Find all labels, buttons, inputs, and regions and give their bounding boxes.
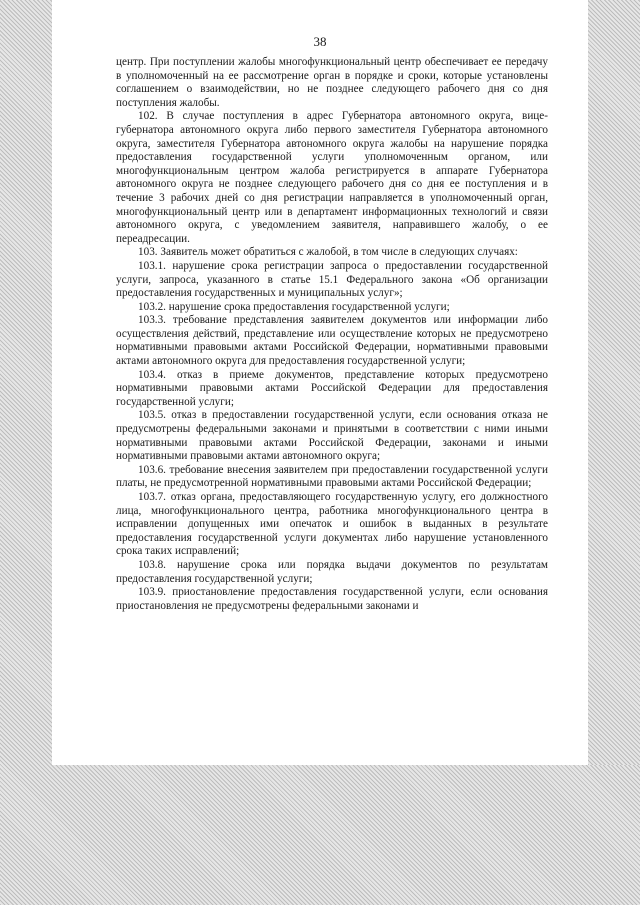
paragraph-103-2: 103.2. нарушение срока предоставления государственной услуги; (138, 300, 450, 313)
paragraph-103-4: 103.4. отказ в приеме документов, представление которых предусмотрено нормативными правовыми актами Российской Федерации для предоставления государственной услуги; (116, 368, 548, 408)
paragraph-continuation: центр. При поступлении жалобы многофункциональный центр обеспечивает ее передачу в уполномоченный на ее рассмотрение орган в порядке и сроки, которые установлены соглашением о взаимодействии, но не позднее следующего рабочего дня со дня поступления жалобы. (116, 56, 548, 109)
paragraph-102: 102. В случае поступления в адрес Губернатора автономного округа, вице-губернатора автономного округа либо первого заместителя Губернатора автономного округа, заместителя Губернатора автономного округа жалобы на нарушение порядка предоставления государственной услуги уполномоченным органом, или многофункциональным центром жалоба регистрируется в аппарате Губернатора автономного округа не позднее следующего рабочего дня со дня ее поступления и в течение 3 рабочих дней со дня регистрации направляется в уполномоченный орган, многофункциональный центр или в департамент информационных технологий и связи автономного округа, с уведомлением заявителя, направившего жалобу, о ее переадресации. (116, 110, 548, 245)
paragraph-103-9: 103.9. приостановление предоставления государственной услуги, если основания приостановления не предусмотрены федеральными законами и (116, 586, 548, 612)
paragraph-103-7: 103.7. отказ органа, предоставляющего государственную услугу, его должностного лица, многофункционального центра, работника многофункционального центра в исправлении допущенных ими опечаток и ошибок в выданных в результате предоставления государственной услуги документах либо нарушение установленного срока таких исправлений; (116, 491, 548, 558)
page-number: 38 (313, 34, 327, 49)
paragraph-103-5: 103.5. отказ в предоставлении государственной услуги, если основания отказа не предусмотрены федеральными законами и принятыми в соответствии с ними иными нормативными правовыми актами Российской Федерации, законами и иными нормативными правовыми актами автономного округа; (116, 409, 548, 463)
paragraph-103: 103. Заявитель может обратиться с жалобой, в том числе в следующих случаях: (138, 246, 518, 259)
page-text (116, 56, 548, 613)
paragraph-103-1: 103.1. нарушение срока регистрации запроса о предоставлении государственной услуги, запроса, указанного в статье 15.1 Федерального закона «Об организации предоставления государственных и муниципальных услуг»; (116, 259, 548, 300)
paragraph-103-3: 103.3. требование представления заявителем документов или информации либо осуществления действий, представление или осуществление которых не предусмотрено нормативными правовыми актами Российской Федерации, нормативными правовыми актами автономного округа для предоставления государственной услуги; (116, 314, 548, 368)
document-page (52, 0, 588, 765)
paragraph-103-6: 103.6. требование внесения заявителем при предоставлении государственной услуги платы, не предусмотренной нормативными правовыми актами Российской Федерации; (116, 463, 548, 490)
scan-border-bottom (0, 765, 640, 905)
paragraph-103-8: 103.8. нарушение срока или порядка выдачи документов по результатам предоставления государственной услуги; (116, 558, 548, 585)
